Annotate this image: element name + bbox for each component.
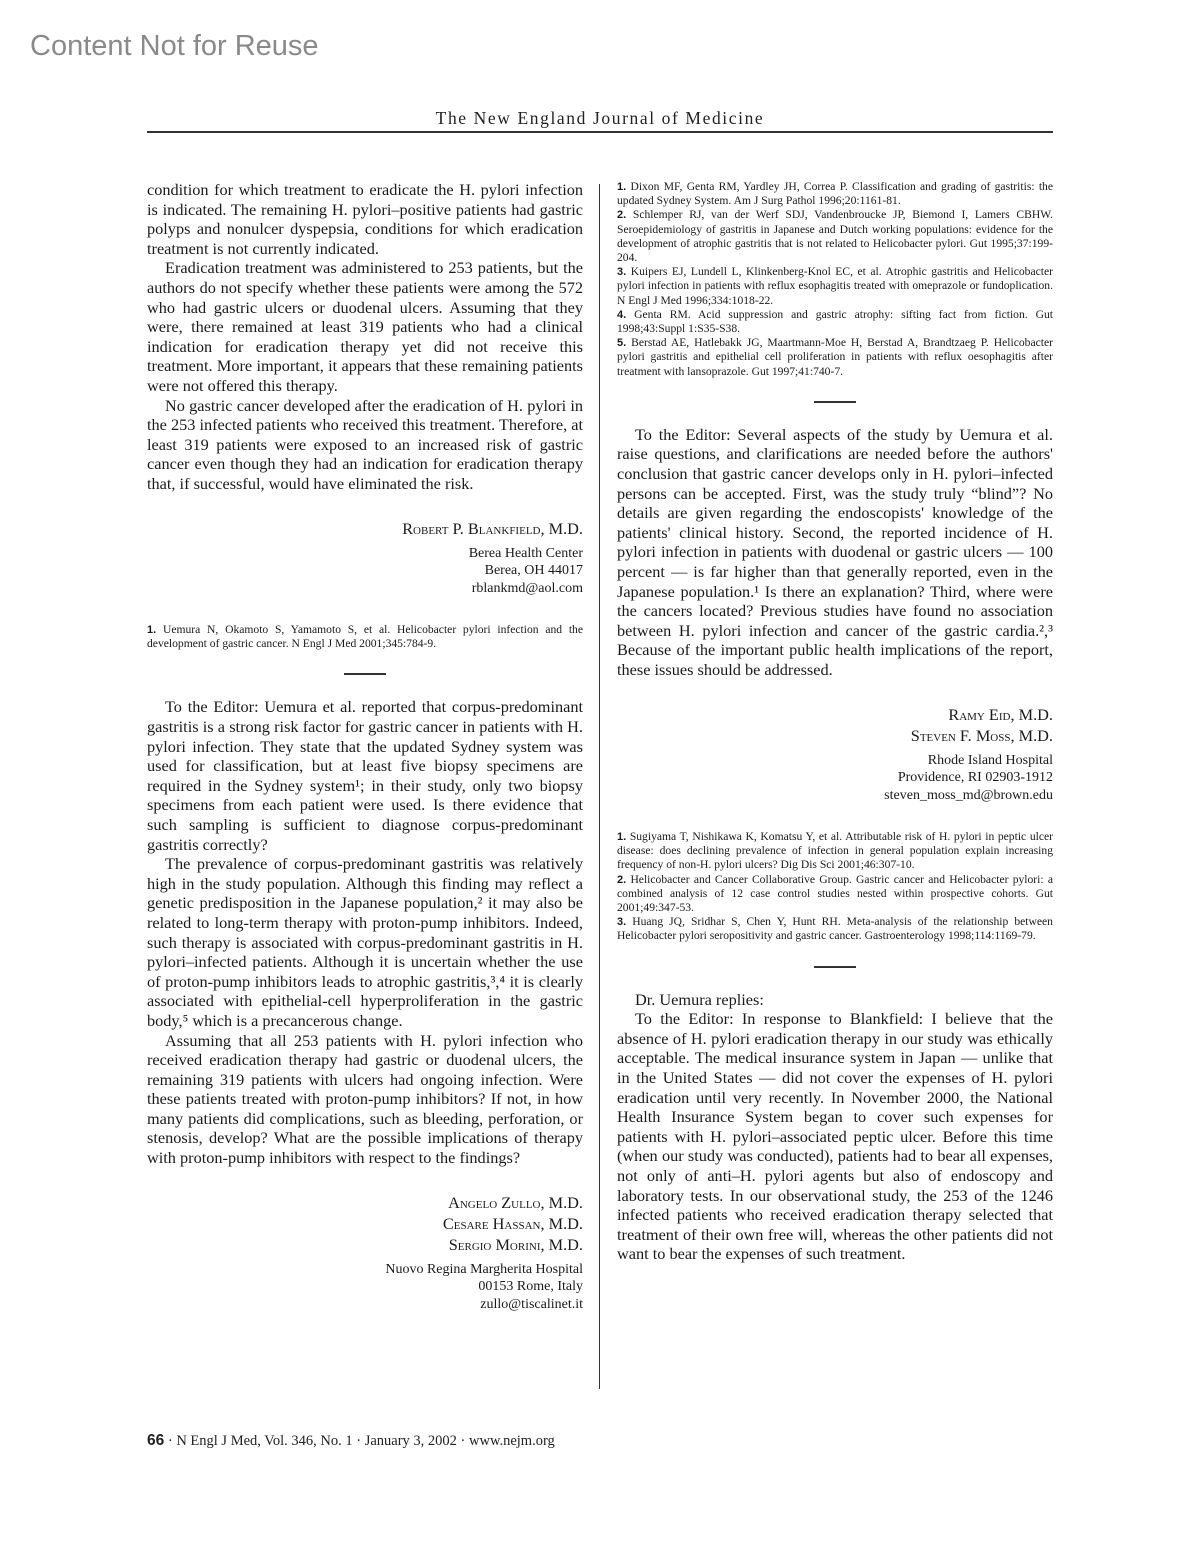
signature-zullo bbox=[147, 1192, 583, 1314]
reference-item: 2. Helicobacter and Cancer Collaborative Group. Gastric cancer and Helicobacter pylori: a combined analysis of 12 case control studies nested within prospective cohorts. Gut 2001;49:347-53. bbox=[617, 872, 1053, 915]
left-column bbox=[147, 180, 583, 1313]
section-separator bbox=[814, 966, 856, 968]
affiliation-line: Berea, OH 44017 bbox=[484, 563, 583, 578]
paragraph: No gastric cancer developed after the eradication of H. pylori in the 253 infected patients who received this treatment. Therefore, at least 319 patients were exposed to an increased risk of gastric cancer even though they had an indication for eradication therapy that, if successful, would have eliminated the risk. bbox=[147, 395, 583, 493]
email-address: zullo@tiscalinet.it bbox=[480, 1296, 583, 1312]
author-name: Sergio Morini, M.D. bbox=[448, 1234, 583, 1254]
references-list bbox=[147, 623, 583, 651]
section-separator bbox=[344, 673, 386, 675]
paragraph: Eradication treatment was administered to 253 patients, but the authors do not specify whether these patients were among the 572 who had gastric ulcers or duodenal ulcers. Assuming that they were, there remained at least 319 patients who had a clinical indication for eradication therapy yet did not receive this treatment. More important, it appears that these remaining patients were not offered this therapy. bbox=[147, 258, 583, 395]
page-footer bbox=[147, 1432, 555, 1450]
signature-blankfield bbox=[147, 518, 583, 598]
column-divider bbox=[599, 184, 600, 1389]
references-list bbox=[617, 830, 1053, 944]
page-number: 66 bbox=[147, 1432, 165, 1449]
reference-item: 4. Genta RM. Acid suppression and gastric atrophy: sifting fact from fiction. Gut 1998;43:Suppl 1:S35-S38. bbox=[617, 307, 1053, 336]
footer-citation: · N Engl J Med, Vol. 346, No. 1 · January 3, 2002 · www.nejm.org bbox=[164, 1433, 555, 1449]
author-name: Robert P. Blankfield, M.D. bbox=[402, 518, 583, 538]
reference-item: 1. Uemura N, Okamoto S, Yamamoto S, et al. Helicobacter pylori infection and the development of gastric cancer. N Engl J Med 2001;345:784-9. bbox=[147, 623, 583, 651]
paragraph: To the Editor: Several aspects of the study by Uemura et al. raise questions, and clarifications are needed before the authors' conclusion that gastric cancer develops only in H. pylori–infected persons can be accepted. First, was the study truly “blind”? No details are given regarding the endoscopists' knowledge of the patients' clinical history. Second, the reported incidence of H. pylori infection in patients with duodenal or gastric ulcers — 100 percent — is far higher than that generally reported, even in the Japanese population.¹ Is there an explanation? Third, where were the cancers located? Previous studies have found no association between H. pylori infection and cancer of the gastric cardia.²,³ Because of the important public health implications of the report, these issues should be addressed. bbox=[617, 424, 1053, 679]
section-separator bbox=[814, 401, 856, 403]
affiliation-line: 00153 Rome, Italy bbox=[478, 1279, 583, 1295]
signature-eid-moss bbox=[617, 704, 1053, 805]
author-name: Steven F. Moss, M.D. bbox=[910, 725, 1053, 745]
paragraph: The prevalence of corpus-predominant gastritis was relatively high in the study population. Although this finding may reflect a genetic predisposition in the Japanese population,² it may also be related to long-term therapy with proton-pump inhibitors. Indeed, such therapy is associated with corpus-predominant gastritis in H. pylori–infected patients. Although it is uncertain whether the use of proton-pump inhibitors leads to atrophic gastritis,³,⁴ it is clearly associated with epithelial-cell hyperproliferation in the gastric body,⁵ which is a precancerous change. bbox=[147, 854, 583, 1030]
reply-heading: Dr. Uemura replies: bbox=[635, 989, 764, 1009]
right-column bbox=[617, 180, 1053, 1264]
affiliation-line: Rhode Island Hospital bbox=[927, 752, 1053, 768]
affiliation-line: Nuovo Regina Margherita Hospital bbox=[385, 1261, 583, 1277]
affiliation-line: Providence, RI 02903-1912 bbox=[897, 770, 1053, 786]
journal-header: The New England Journal of Medicine bbox=[435, 108, 765, 128]
paragraph: To the Editor: In response to Blankfield: I believe that the absence of H. pylori eradication therapy in our study was ethically acceptable. The medical insurance system in Japan — unlike that in the United States — did not cover the expenses of H. pylori eradication until very recently. In November 2000, the National Health Insurance System began to cover such expenses for patients with H. pylori–associated peptic ulcer. Before this time (when our study was conducted), patients had to bear all expenses, not only of anti–H. pylori agents but also of endoscopy and laboratory tests. In our observational study, the 253 of the 1246 infected patients who received eradication therapy selected that treatment of their own free will, whereas the other patients did not want to bear the expenses of such treatment. bbox=[617, 1009, 1053, 1264]
reference-item: 1. Sugiyama T, Nishikawa K, Komatsu Y, et al. Attributable risk of H. pylori in peptic ulcer disease: does declining prevalence of infection in general population explain increasing frequency of non-H. pylori ulcers? Dig Dis Sci 2001;46:307-10. bbox=[617, 830, 1053, 872]
reference-item: 3. Huang JQ, Sridhar S, Chen Y, Hunt RH. Meta-analysis of the relationship between Helicobacter pylori seropositivity and gastric cancer. Gastroenterology 1998;114:1169-79. bbox=[617, 915, 1053, 943]
affiliation-line: Berea Health Center bbox=[468, 545, 583, 561]
header-rule bbox=[147, 131, 1053, 133]
author-name: Angelo Zullo, M.D. bbox=[448, 1192, 583, 1212]
paragraph: Assuming that all 253 patients with H. pylori infection who received eradication therapy had gastric or duodenal ulcers, the remaining 319 patients with ulcers had ongoing infection. Were these patients treated with proton-pump inhibitors? If not, in how many patients did complications, such as bleeding, perforation, or stenosis, develop? What are the possible implications of therapy with proton-pump inhibitors with respect to the findings? bbox=[147, 1030, 583, 1168]
paragraph: condition for which treatment to eradicate the H. pylori infection is indicated. The remaining H. pylori–positive patients had gastric polyps and nonulcer dyspepsia, conditions for which eradication treatment is not currently indicated. bbox=[147, 180, 583, 258]
author-name: Ramy Eid, M.D. bbox=[948, 704, 1053, 724]
reference-item: 2. Schlemper RJ, van der Werf SDJ, Vandenbroucke JP, Biemond I, Lamers CBHW. Seroepidemiology of gastritis in Japanese and Dutch working populations: evidence for the development of atrophic gastritis that is not related to Helicobacter pylori. Gut 1995;37:199-204. bbox=[617, 208, 1053, 265]
email-address: steven_moss_md@brown.edu bbox=[884, 787, 1053, 803]
paragraph: To the Editor: Uemura et al. reported that corpus-predominant gastritis is a strong risk factor for gastric cancer in patients with H. pylori infection. They state that the updated Sydney system was used for classification, but at least five biopsy specimens are required in the Sydney system¹; in their study, only two biopsy specimens from each patient were used. Is there evidence that such sampling is sufficient to diagnose corpus-predominant gastritis correctly? bbox=[147, 697, 583, 854]
references-list bbox=[617, 180, 1053, 379]
watermark: Content Not for Reuse bbox=[30, 30, 319, 62]
reference-item: 1. Dixon MF, Genta RM, Yardley JH, Correa P. Classification and grading of gastritis: the updated Sydney System. Am J Surg Pathol 1996;20:1161-81. bbox=[617, 180, 1053, 208]
reference-item: 3. Kuipers EJ, Lundell L, Klinkenberg-Knol EC, et al. Atrophic gastritis and Helicobacter pylori infection in patients with reflux esophagitis treated with omeprazole or fundoplication. N Engl J Med 1996;334:1018-22. bbox=[617, 265, 1053, 307]
reference-item: 5. Berstad AE, Hatlebakk JG, Maartmann-Moe H, Berstad A, Brandtzaeg P. Helicobacter pylori gastritis and epithelial cell proliferation in patients with reflux oesophagitis after treatment with lansoprazole. Gut 1997;41:740-7. bbox=[617, 336, 1053, 378]
author-name: Cesare Hassan, M.D. bbox=[442, 1213, 583, 1233]
email-address: rblankmd@aol.com bbox=[471, 580, 583, 596]
